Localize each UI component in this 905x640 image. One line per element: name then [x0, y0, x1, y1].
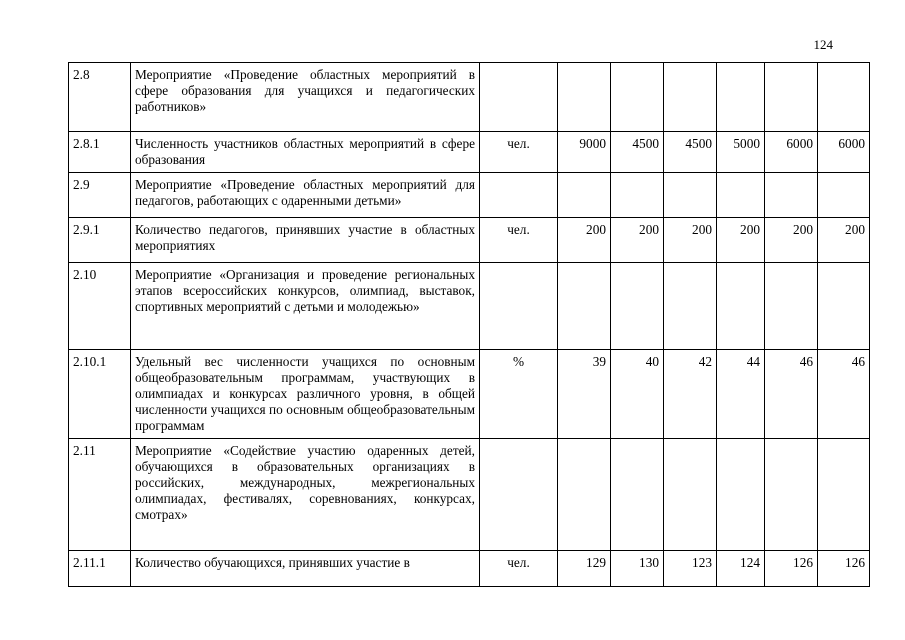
description-cell: Мероприятие «Проведение областных мероприятий в сфере образования для учащихся и педагогических работников» [131, 63, 480, 132]
value-cell-1 [558, 173, 611, 218]
table-row [69, 350, 870, 439]
value-cell-5 [765, 173, 818, 218]
value-cell-2: 4500 [611, 132, 664, 173]
table-row [69, 173, 870, 218]
value-cell-4 [717, 63, 765, 132]
value-cell-3 [664, 173, 717, 218]
indicators-table [68, 62, 870, 587]
row-number-cell: 2.11.1 [69, 551, 131, 587]
value-cell-6: 46 [818, 350, 870, 439]
value-cell-1 [558, 263, 611, 350]
value-cell-2 [611, 439, 664, 551]
page-number: 124 [813, 37, 833, 52]
row-number-cell: 2.9 [69, 173, 131, 218]
value-cell-3: 4500 [664, 132, 717, 173]
description-cell: Численность участников областных мероприятий в сфере образования [131, 132, 480, 173]
table-row [69, 132, 870, 173]
value-cell-3 [664, 263, 717, 350]
value-cell-5: 46 [765, 350, 818, 439]
value-cell-6 [818, 173, 870, 218]
description-cell: Удельный вес численности учащихся по основным общеобразовательным программам, участвующих в олимпиадах и конкурсах различного уровня, в общей численности учащихся по основным общеобразовательным программам [131, 350, 480, 439]
value-cell-1: 39 [558, 350, 611, 439]
value-cell-4 [717, 263, 765, 350]
value-cell-6: 126 [818, 551, 870, 587]
value-cell-6 [818, 439, 870, 551]
value-cell-5: 126 [765, 551, 818, 587]
value-cell-2 [611, 63, 664, 132]
value-cell-1 [558, 63, 611, 132]
row-number-cell: 2.10 [69, 263, 131, 350]
row-number-cell: 2.8 [69, 63, 131, 132]
row-number-cell: 2.9.1 [69, 218, 131, 263]
value-cell-5 [765, 63, 818, 132]
unit-cell: % [480, 350, 558, 439]
value-cell-1: 9000 [558, 132, 611, 173]
value-cell-1: 129 [558, 551, 611, 587]
value-cell-5: 6000 [765, 132, 818, 173]
table-row [69, 439, 870, 551]
description-cell: Количество обучающихся, принявших участие в [131, 551, 480, 587]
value-cell-6: 6000 [818, 132, 870, 173]
value-cell-3 [664, 63, 717, 132]
description-cell: Мероприятие «Организация и проведение региональных этапов всероссийских конкурсов, олимпиад, выставок, спортивных мероприятий с детьми и молодежью» [131, 263, 480, 350]
value-cell-3: 200 [664, 218, 717, 263]
row-number-cell: 2.10.1 [69, 350, 131, 439]
value-cell-4 [717, 439, 765, 551]
value-cell-4: 5000 [717, 132, 765, 173]
unit-cell [480, 439, 558, 551]
value-cell-6: 200 [818, 218, 870, 263]
value-cell-2: 200 [611, 218, 664, 263]
unit-cell: чел. [480, 132, 558, 173]
description-cell: Мероприятие «Содействие участию одаренных детей, обучающихся в образовательных организациях в российских, международных, межрегиональных олимпиадах, фестивалях, соревнованиях, конкурсах, смотрах» [131, 439, 480, 551]
description-cell: Мероприятие «Проведение областных мероприятий для педагогов, работающих с одаренными детьми» [131, 173, 480, 218]
value-cell-4: 124 [717, 551, 765, 587]
value-cell-5 [765, 263, 818, 350]
value-cell-2: 130 [611, 551, 664, 587]
value-cell-4 [717, 173, 765, 218]
value-cell-6 [818, 63, 870, 132]
value-cell-2: 40 [611, 350, 664, 439]
value-cell-5 [765, 439, 818, 551]
description-cell: Количество педагогов, принявших участие в областных мероприятиях [131, 218, 480, 263]
table-row [69, 218, 870, 263]
unit-cell: чел. [480, 551, 558, 587]
unit-cell [480, 173, 558, 218]
value-cell-3 [664, 439, 717, 551]
row-number-cell: 2.11 [69, 439, 131, 551]
value-cell-6 [818, 263, 870, 350]
value-cell-5: 200 [765, 218, 818, 263]
value-cell-3: 123 [664, 551, 717, 587]
table-row [69, 551, 870, 587]
value-cell-2 [611, 173, 664, 218]
row-number-cell: 2.8.1 [69, 132, 131, 173]
value-cell-1: 200 [558, 218, 611, 263]
value-cell-2 [611, 263, 664, 350]
table-row [69, 63, 870, 132]
value-cell-1 [558, 439, 611, 551]
table-row [69, 263, 870, 350]
unit-cell: чел. [480, 218, 558, 263]
value-cell-4: 44 [717, 350, 765, 439]
value-cell-4: 200 [717, 218, 765, 263]
unit-cell [480, 63, 558, 132]
value-cell-3: 42 [664, 350, 717, 439]
unit-cell [480, 263, 558, 350]
